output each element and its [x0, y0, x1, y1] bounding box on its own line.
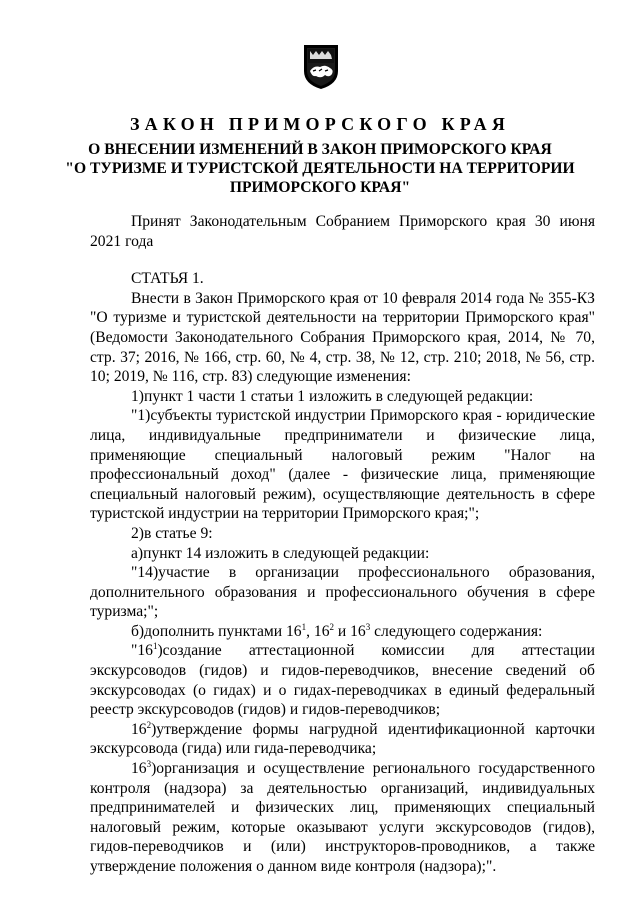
point-16-2: $16^2)утверждение$ формы нагрудной идентификационной карточки экскурсовода (гида) или гида-переводчика; [90, 719, 595, 758]
subtitle-line-3: ПРИМОРСКОГО КРАЯ" [229, 179, 411, 196]
coat-of-arms-emblem [301, 41, 341, 91]
point-16-1: "$16^1)создание$ аттестационной комиссии для аттестации экскурсоводов (гидов) и гидов-переводчиков, внесение сведений об экскурсоводах (о гидах) и о гидах-переводчиках в единый федеральный реестр экскурсоводов (гидов) и гидов-переводчиков; [90, 641, 595, 719]
item-2b-heading: б)дополнить пунктами $16^1$, $16^2$ и $16^3$ следующего содержания: [131, 621, 543, 640]
law-title: ЗАКОН ПРИМОРСКОГО КРАЯ [129, 114, 511, 134]
article-heading: СТАТЬЯ 1. [131, 270, 204, 288]
law-body [90, 212, 595, 877]
subtitle-line-2: "О ТУРИЗМЕ И ТУРИСТСКОЙ ДЕЯТЕЛЬНОСТИ НА ТЕРРИТОРИИ [65, 160, 575, 177]
item-2a-text: "14)участие в организации профессионального образования, дополнительного образования и профессионального обучения в сфере туризма;"; [90, 564, 595, 621]
item-1-heading: 1)пункт 1 части 1 статьи 1 изложить в следующей редакции: [131, 387, 534, 405]
point-16-3: $16^3)организация$ и осуществление регионального государственного контроля (надзора) за деятельностью организаций, индивидуальных предпринимателей и физических лиц, применяющих специальный налоговый режим, которые оказывают услуги экскурсоводов (гидов), гидов-переводчиков и (или) инструкторов-проводников, а также утверждение положения о данном виде контроля (надзора);". [90, 758, 595, 875]
item-2-heading: 2)в статье 9: [131, 524, 213, 542]
article-intro: Внести в Закон Приморского края от 10 февраля 2014 года № 355-КЗ "О туризме и туристской деятельности на территории Приморского края" (Ведомости Законодательного Собрания Приморского края, 2014, № 70, стр. 37; 2016, № 166, стр. 60, № 4, стр. 38, № 12, стр. 210; 2018, № 56, стр. 10; 2019, № 116, стр. 83) следующие изменения: [90, 289, 595, 386]
subtitle-line-1: О ВНЕСЕНИИ ИЗМЕНЕНИЙ В ЗАКОН ПРИМОРСКОГО КРАЯ [88, 141, 552, 158]
law-subtitle [0, 140, 640, 197]
item-2a-heading: а)пункт 14 изложить в следующей редакции: [131, 544, 430, 562]
adoption-note: Принят Законодательным Собранием Приморского края 30 июня 2021 года [90, 213, 595, 250]
item-1-text: "1)субъекты туристской индустрии Приморского края - юридические лица, индивидуальные предприниматели и физические лица, применяющие специальный налоговый режим "Налог на профессиональный доход" (далее - физические лица, применяющие специальный налоговый режим), осуществляющие деятельность в сфере туристской индустрии на территории Приморского края;"; [90, 407, 595, 523]
